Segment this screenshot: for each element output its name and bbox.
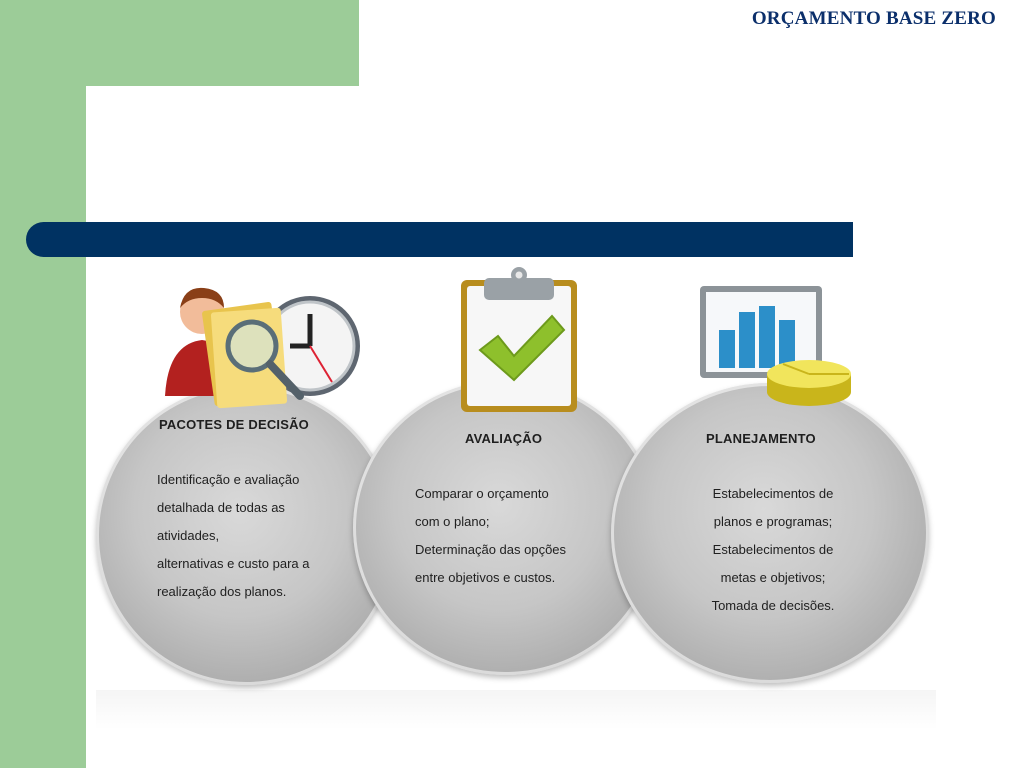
- body-line: Determinação das opções: [415, 542, 567, 557]
- heading-pacotes-de-decisao: PACOTES DE DECISÃO: [159, 417, 309, 432]
- body-planejamento: [682, 480, 864, 620]
- bar-chart-pie-icon: [697, 284, 857, 412]
- body-line: metas e objetivos;: [720, 570, 826, 585]
- heading-avaliacao: AVALIAÇÃO: [465, 431, 543, 446]
- body-line: Tomada de decisões.: [711, 598, 835, 613]
- title-divider-bar: [26, 222, 853, 257]
- person-document-clock-icon: [160, 284, 370, 414]
- body-line: Estabelecimentos de: [712, 542, 834, 557]
- body-line: Comparar o orçamento: [415, 486, 549, 501]
- body-line: realização dos planos.: [157, 584, 287, 599]
- slide-title: ORÇAMENTO BASE ZERO: [751, 8, 996, 29]
- green-top-band: [0, 0, 359, 86]
- circle-reflection: [96, 690, 936, 730]
- body-line: detalhada de todas as: [157, 500, 285, 515]
- body-line: alternativas e custo para a: [157, 556, 310, 571]
- heading-planejamento: PLANEJAMENTO: [706, 431, 816, 446]
- body-line: atividades,: [157, 528, 220, 543]
- body-line: planos e programas;: [713, 514, 833, 529]
- body-line: com o plano;: [415, 514, 490, 529]
- body-line: Identificação e avaliação: [157, 472, 300, 487]
- green-side-band: [0, 0, 86, 768]
- clipboard-checkmark-icon: [458, 266, 580, 416]
- body-avaliacao: [415, 480, 566, 592]
- body-line: entre objetivos e custos.: [415, 570, 556, 585]
- body-line: Estabelecimentos de: [712, 486, 834, 501]
- body-pacotes-de-decisao: [157, 466, 309, 606]
